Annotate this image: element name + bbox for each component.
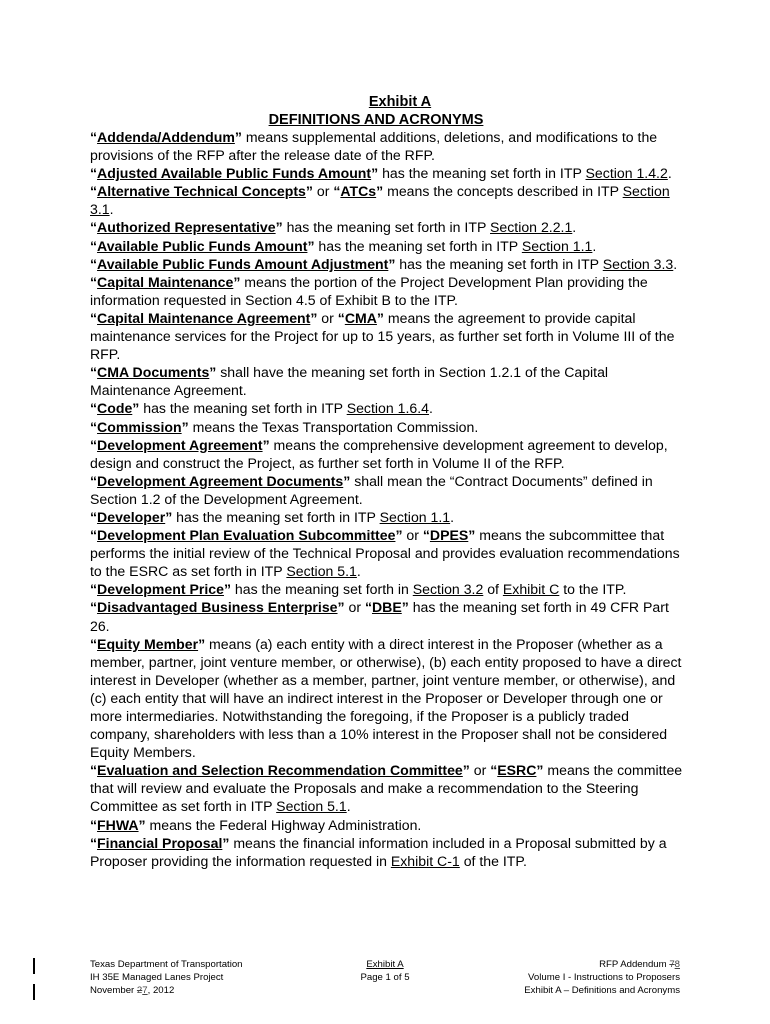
footer-center: [335, 958, 435, 984]
footer-page-number: Page 1 of 5: [360, 972, 410, 983]
quote-mark: “: [364, 599, 372, 616]
footer-date-year: , 2012: [147, 985, 175, 996]
quote-mark: ”: [468, 527, 476, 544]
definition-text: means supplemental additions, deletions, and modifications to the provisions of the RFP after the release date of the RFP.: [90, 129, 658, 164]
footer-addendum-deleted: 7: [669, 959, 675, 970]
definition-text: has the meaning set forth in ITP: [172, 508, 380, 525]
defined-term: Disadvantaged Business Enterprise: [97, 599, 338, 616]
change-bar: [33, 958, 35, 974]
defined-term: CMA Documents: [97, 364, 210, 381]
defined-acronym: ATCs: [340, 183, 377, 200]
footer-project: IH 35E Managed Lanes Project: [90, 972, 224, 983]
defined-acronym: DBE: [371, 599, 402, 616]
section-reference: Section 3.2: [412, 581, 484, 598]
definition-text: means the financial information included in a Proposal submitted by a Proposer providing the information requested in: [90, 834, 667, 869]
connector-text: of: [483, 581, 503, 598]
definition-entry: [90, 164, 690, 182]
quote-mark: ”: [305, 183, 313, 200]
definition-text: .: [673, 255, 678, 272]
definition-entry: [90, 436, 690, 472]
definition-entry: [90, 418, 690, 436]
footer-exhibit-title: Exhibit A – Definitions and Acronyms: [524, 985, 680, 996]
quote-mark: “: [90, 816, 98, 833]
definition-text: has the meaning set forth in ITP: [282, 219, 491, 236]
quote-mark: ”: [181, 418, 189, 435]
definition-text: has the meaning set forth in ITP: [378, 165, 586, 182]
section-reference: Section 1.1: [521, 237, 593, 254]
quote-mark: “: [90, 834, 98, 851]
footer-exhibit: Exhibit A: [366, 959, 404, 970]
definition-text: has the meaning set forth in: [231, 581, 413, 598]
quote-mark: “: [90, 237, 98, 254]
section-reference: Exhibit C-1: [390, 852, 460, 869]
definition-entry: [90, 273, 690, 309]
defined-term: Available Public Funds Amount Adjustment: [97, 255, 389, 272]
quote-mark: ”: [222, 834, 230, 851]
definition-text: .: [450, 508, 455, 525]
defined-acronym: ESRC: [497, 762, 537, 779]
definition-text: .: [592, 237, 597, 254]
defined-term: Adjusted Available Public Funds Amount: [97, 165, 372, 182]
section-reference: Section 5.1: [276, 798, 347, 815]
quote-mark: ”: [536, 762, 544, 779]
defined-acronym: DPES: [429, 527, 469, 544]
definition-entry: [90, 580, 690, 598]
change-bar: [33, 984, 35, 1000]
quote-mark: ”: [307, 237, 315, 254]
defined-term: Capital Maintenance Agreement: [97, 309, 311, 326]
quote-mark: “: [90, 129, 98, 145]
definition-entry: [90, 834, 690, 870]
connector-text: or: [312, 183, 334, 200]
defined-term: Alternative Technical Concepts: [97, 183, 306, 200]
footer-date-inserted: 7: [142, 985, 148, 996]
quote-mark: “: [90, 219, 98, 236]
defined-term: Commission: [97, 418, 182, 435]
footer-addendum-inserted: 8: [674, 959, 680, 970]
page-header: [0, 93, 770, 129]
section-reference: Section 5.1: [286, 563, 357, 580]
definition-text: .: [572, 219, 577, 236]
defined-term: Development Plan Evaluation Subcommittee: [97, 527, 396, 544]
section-reference: Section 1.6.4: [346, 400, 429, 417]
quote-mark: “: [90, 255, 98, 272]
section-reference: Section 1.1: [379, 508, 451, 525]
definition-text: means the subcommittee that performs the initial review of the Technical Proposal and provides evaluation recommendations to the ESRC as set forth in ITP: [90, 527, 680, 580]
quote-mark: “: [90, 599, 98, 616]
definition-text: shall have the meaning set forth in Section 1.2.1 of the Capital Maintenance Agreement.: [90, 364, 609, 399]
quote-mark: “: [90, 364, 98, 381]
footer-date-deleted: 2: [136, 985, 143, 996]
definition-entry: [90, 128, 690, 164]
quote-mark: “: [90, 400, 98, 417]
exhibit-title: Exhibit A: [368, 94, 432, 110]
quote-mark: “: [90, 581, 98, 598]
quote-mark: ”: [343, 472, 351, 489]
footer-addendum: [524, 958, 680, 971]
definition-text: means the concepts described in ITP: [383, 183, 623, 200]
definition-text: means (a) each entity with a direct interest in the Proposer (whether as a member, partner, joint venture member, or otherwise), (b) each entity proposed to have a direct interest in Developer (whether as a member, partner, joint venture member, or otherwise), and (c) each entity that will have an indirect interest in the Proposer or Developer through one or more intermediaries. Notwithstanding the foregoing, if the Proposer is a publicly traded company, shareholders with less than a 10% interest in the Proposer shall not be considered Equity Members.: [90, 635, 682, 761]
quote-mark: “: [333, 183, 341, 200]
section-reference: Section 3.3: [602, 255, 674, 272]
quote-mark: ”: [138, 816, 146, 833]
quote-mark: “: [90, 436, 98, 453]
definition-text: .: [428, 400, 433, 417]
definition-text: means the agreement to provide capital maintenance services for the Project for up to 15 years, as further set forth in Volume III of the RFP.: [90, 309, 675, 363]
defined-term: Equity Member: [97, 635, 199, 652]
defined-term: Development Price: [97, 581, 224, 598]
definition-text: means the Texas Transportation Commission.: [188, 418, 479, 435]
section-reference: Section 2.2.1: [490, 219, 573, 236]
definition-entry: [90, 309, 690, 363]
quote-mark: “: [90, 527, 98, 544]
definition-entry: [90, 472, 690, 508]
quote-mark: ”: [198, 635, 206, 652]
definition-entry: [90, 182, 690, 218]
definition-entry: [90, 635, 690, 762]
definition-entry: [90, 816, 690, 834]
footer-date-month: November: [90, 985, 137, 996]
definition-text: .: [109, 201, 114, 218]
quote-mark: “: [90, 635, 98, 652]
defined-term: Authorized Representative: [97, 219, 276, 236]
definition-entry: [90, 399, 690, 417]
footer-volume: Volume I - Instructions to Proposers: [528, 972, 680, 983]
definition-text: means the portion of the Project Development Plan providing the information requested in Section 4.5 of Exhibit B to the ITP.: [90, 273, 648, 308]
quote-mark: ”: [275, 219, 283, 236]
quote-mark: “: [90, 309, 98, 326]
definition-entry: [90, 218, 690, 236]
defined-term: Capital Maintenance: [97, 273, 234, 290]
quote-mark: ”: [395, 527, 403, 544]
quote-mark: ”: [337, 599, 345, 616]
footer-date: [90, 984, 243, 997]
quote-mark: ”: [165, 508, 173, 525]
quote-mark: ”: [209, 364, 217, 381]
footer-addendum-label: RFP Addendum: [599, 959, 670, 970]
quote-mark: ”: [262, 436, 270, 453]
defined-term: Addenda/Addendum: [97, 129, 235, 145]
defined-term: Evaluation and Selection Recommendation Committee: [97, 762, 463, 779]
quote-mark: ”: [310, 309, 318, 326]
section-reference: Section 1.4.2: [585, 165, 668, 182]
defined-term: Financial Proposal: [97, 834, 223, 851]
definition-entry: [90, 255, 690, 273]
definition-text: to the ITP.: [559, 581, 627, 598]
definition-entry: [90, 526, 690, 580]
quote-mark: ”: [376, 309, 384, 326]
definition-entry: [90, 237, 690, 255]
footer-left: [90, 958, 243, 997]
quote-mark: ”: [223, 581, 231, 598]
defined-term: Available Public Funds Amount: [97, 237, 308, 254]
quote-mark: ”: [233, 273, 241, 290]
footer-agency: Texas Department of Transportation: [90, 959, 243, 970]
defined-term: FHWA: [97, 816, 139, 833]
quote-mark: “: [90, 762, 98, 779]
quote-mark: ”: [388, 255, 396, 272]
quote-mark: ”: [462, 762, 470, 779]
quote-mark: ”: [371, 165, 379, 182]
definition-text: has the meaning set forth in 49 CFR Part 26.: [90, 599, 669, 634]
quote-mark: “: [337, 309, 345, 326]
definition-text: means the committee that will review and evaluate the Proposals and make a recommendation to the Steering Committee as set forth in ITP: [90, 762, 683, 815]
defined-acronym: CMA: [344, 309, 377, 326]
definition-entry: [90, 598, 690, 634]
quote-mark: ”: [376, 183, 384, 200]
definition-entry: [90, 761, 690, 815]
connector-text: or: [402, 527, 423, 544]
definition-entry: [90, 363, 690, 399]
quote-mark: ”: [401, 599, 409, 616]
definition-text: of the ITP.: [459, 852, 527, 869]
quote-mark: ”: [132, 400, 140, 417]
definition-text: .: [346, 798, 351, 815]
connector-text: or: [469, 762, 491, 779]
quote-mark: “: [422, 527, 430, 544]
section-reference: Section 3.1: [90, 183, 670, 218]
definition-text: .: [356, 563, 361, 580]
definition-text: has the meaning set forth in ITP: [139, 400, 347, 417]
connector-text: or: [317, 309, 338, 326]
quote-mark: “: [490, 762, 498, 779]
defined-term: Development Agreement Documents: [97, 472, 344, 489]
defined-term: Development Agreement: [97, 436, 263, 453]
definition-entry: [90, 508, 690, 526]
definition-text: has the meaning set forth in ITP: [395, 255, 603, 272]
quote-mark: ”: [234, 129, 242, 145]
definition-text: means the comprehensive development agreement to develop, design and construct the Project, as further set forth in Volume II of the RFP.: [90, 436, 668, 471]
quote-mark: “: [90, 508, 98, 525]
defined-term: Developer: [97, 508, 166, 525]
definitions-list: [90, 128, 690, 870]
definition-text: .: [667, 165, 672, 182]
quote-mark: “: [90, 418, 98, 435]
defined-term: Code: [97, 400, 133, 417]
quote-mark: “: [90, 273, 98, 290]
section-heading: DEFINITIONS AND ACRONYMS: [268, 112, 484, 128]
footer-right: [524, 958, 680, 997]
definition-text: has the meaning set forth in ITP: [314, 237, 522, 254]
quote-mark: “: [90, 183, 98, 200]
quote-mark: “: [90, 472, 98, 489]
quote-mark: “: [90, 165, 98, 182]
definition-text: means the Federal Highway Administration.: [145, 816, 422, 833]
definition-text: shall mean the “Contract Documents” defined in Section 1.2 of the Development Agreement.: [90, 472, 653, 507]
connector-text: or: [344, 599, 365, 616]
section-reference: Exhibit C: [502, 581, 560, 598]
